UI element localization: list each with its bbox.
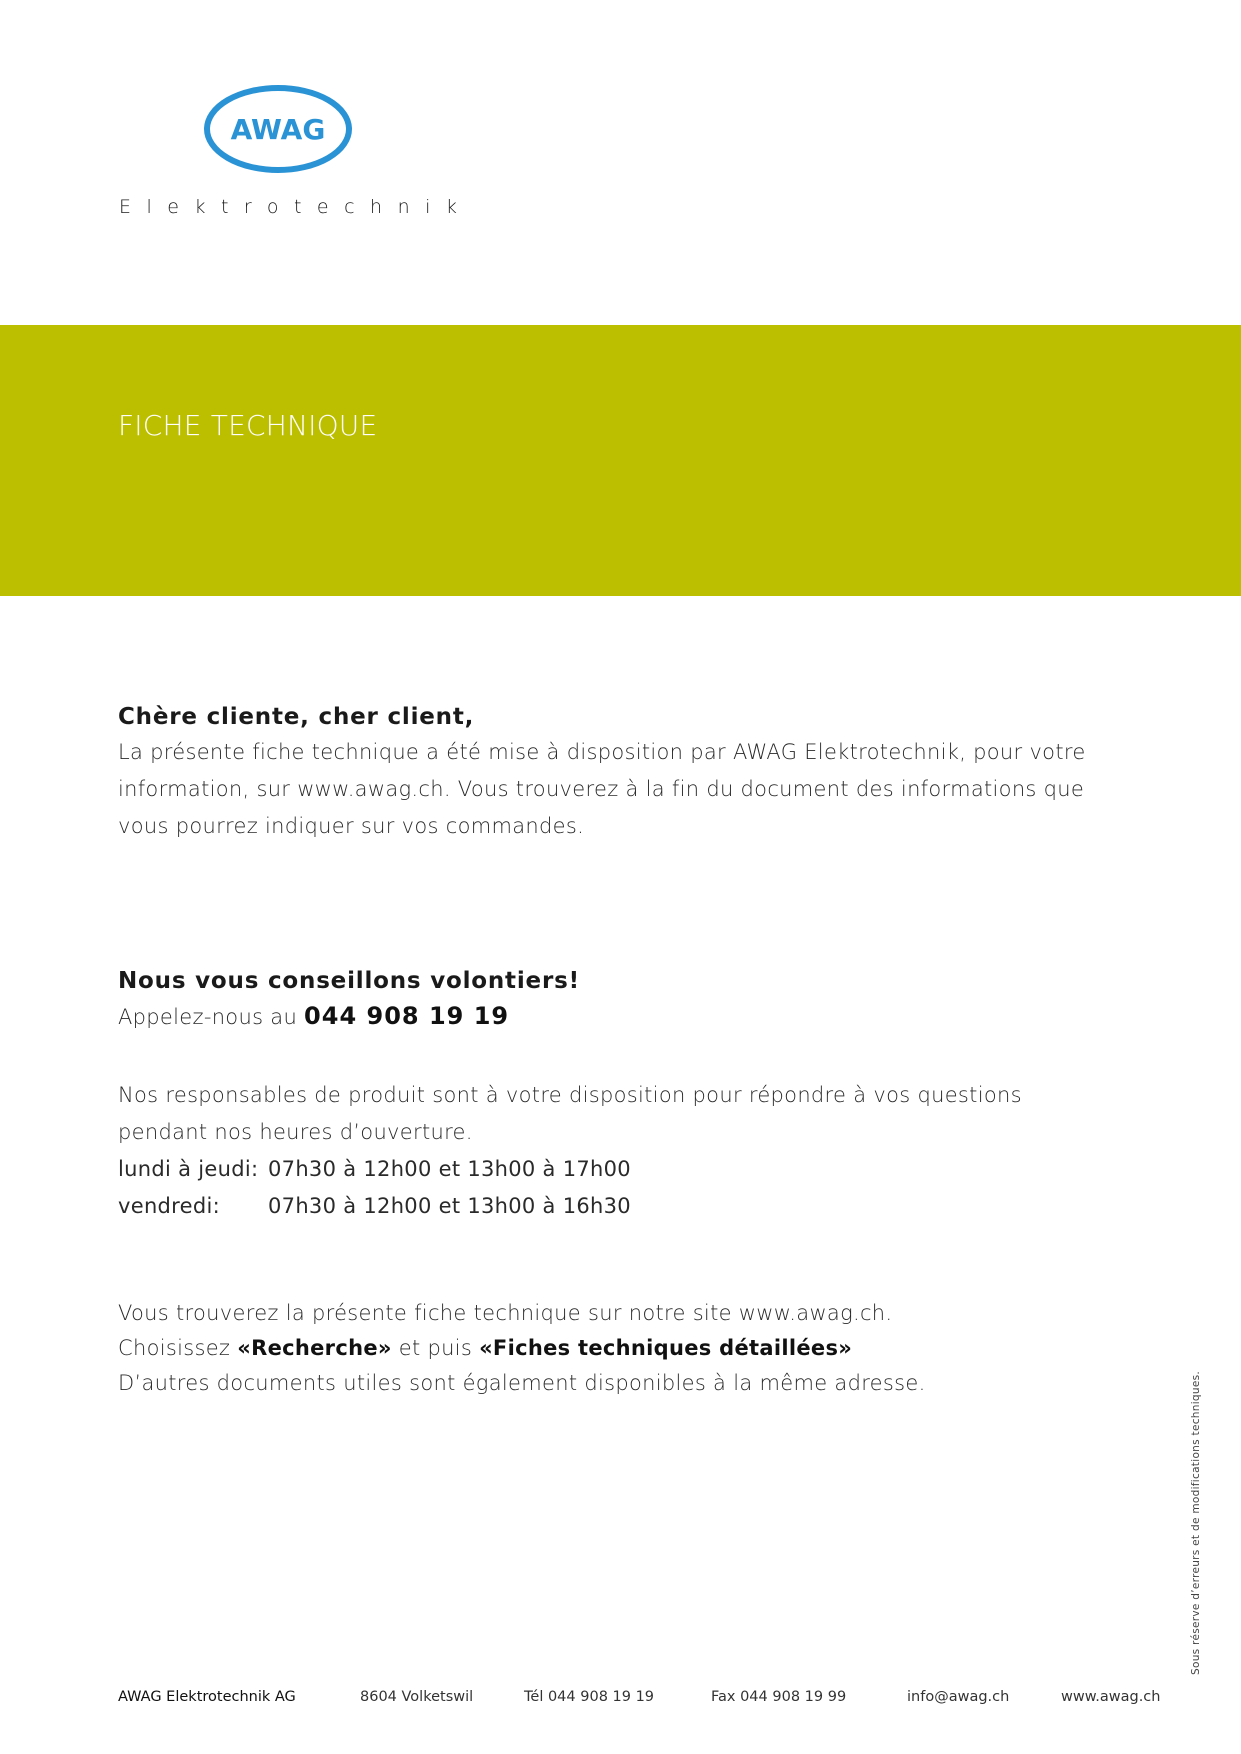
- intro-line: La présente fiche technique a été mise à disposition par AWAG Elektrotechnik, pour votre: [118, 740, 1086, 764]
- hours-label: lundi à jeudi:: [118, 1157, 259, 1181]
- footer-fax: Fax 044 908 19 99: [711, 1689, 847, 1705]
- call-line: [118, 998, 1118, 1036]
- documents-line: D’autres documents utiles sont également disponibles à la même adresse.: [118, 1371, 926, 1395]
- title-banner: [0, 325, 1241, 596]
- hours-value: 07h30 à 12h00 et 13h00 à 17h00: [268, 1157, 631, 1181]
- logo-text: AWAG: [230, 113, 326, 146]
- hours-value: 07h30 à 12h00 et 13h00 à 16h30: [268, 1194, 631, 1218]
- intro-line: information, sur www.awag.ch. Vous trouverez à la fin du document des informations que: [118, 777, 1085, 801]
- and-then: et puis: [398, 1336, 473, 1360]
- hours-intro-line: pendant nos heures d’ouverture.: [118, 1120, 473, 1144]
- disclaimer-note: Sous réserve d’erreurs et de modifications techniques.: [1190, 1371, 1202, 1675]
- hours-intro-line: Nos responsables de produit sont à votre disposition pour répondre à vos questions: [118, 1083, 1022, 1107]
- choose-prefix: Choisissez: [118, 1336, 231, 1360]
- footer-email[interactable]: info@awag.ch: [907, 1689, 1010, 1705]
- footer-company: AWAG Elektrotechnik AG: [118, 1689, 296, 1705]
- footer-tel: Tél 044 908 19 19: [524, 1689, 655, 1705]
- search-label: «Recherche»: [237, 1336, 392, 1360]
- advice-heading: Nous vous conseillons volontiers!: [118, 968, 580, 994]
- intro-line: vous pourrez indiquer sur vos commandes.: [118, 814, 585, 838]
- choose-line: [118, 1331, 1118, 1366]
- footer-city: 8604 Volketswil: [360, 1689, 474, 1705]
- footer-web[interactable]: www.awag.ch: [1061, 1689, 1161, 1705]
- intro-heading: Chère cliente, cher client,: [118, 704, 475, 730]
- tagline: Elektrotechnik: [119, 196, 473, 218]
- website-section: [118, 1296, 1118, 1401]
- intro-section: [118, 700, 1118, 845]
- advice-section: [118, 964, 1118, 1036]
- website-line: Vous trouverez la présente fiche technique sur notre site www.awag.ch.: [118, 1301, 893, 1325]
- hours-row: [118, 1188, 1118, 1225]
- details-label: «Fiches techniques détaillées»: [479, 1336, 853, 1360]
- call-prefix: Appelez-nous au: [118, 1005, 298, 1029]
- awag-logo: [203, 84, 353, 174]
- logo-ellipse-icon: [203, 84, 353, 174]
- hours-section: [118, 1077, 1118, 1225]
- hours-label: vendredi:: [118, 1194, 221, 1218]
- hours-row: [118, 1151, 1118, 1188]
- page-title: FICHE TECHNIQUE: [118, 409, 378, 442]
- phone-number: 044 908 19 19: [304, 1002, 510, 1030]
